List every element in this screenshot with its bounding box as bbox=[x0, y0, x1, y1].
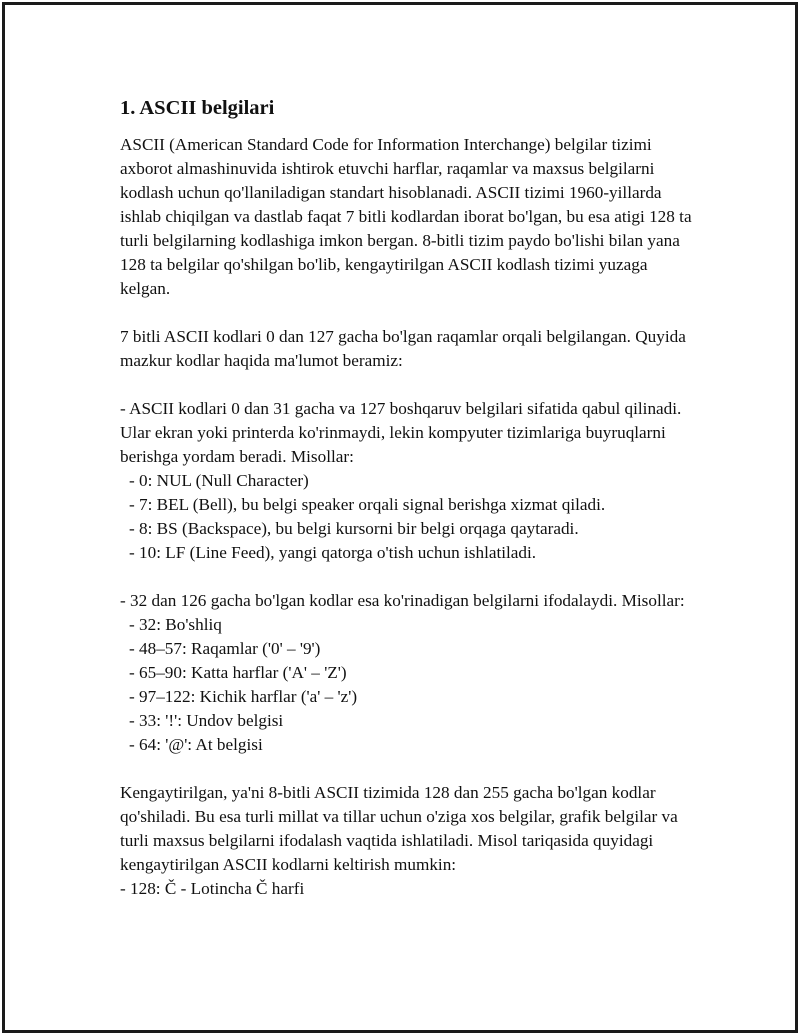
control-example-item: - 10: LF (Line Feed), yangi qatorga o'tish uchun ishlatiladi. bbox=[129, 543, 537, 562]
document-body bbox=[120, 93, 700, 901]
extended-example-item: - 128: Č - Lotincha Č harfi bbox=[120, 879, 305, 898]
control-codes-paragraph: - ASCII kodlari 0 dan 31 gacha va 127 boshqaruv belgilari sifatida qabul qilinadi. Ular ekran yoki printerda ko'rinmaydi, lekin kompyuter tizimlariga buyruqlarni berishga yordam beradi. Misollar: bbox=[120, 399, 682, 466]
printable-example-item: - 33: '!': Undov belgisi bbox=[129, 711, 284, 730]
control-example-item: - 0: NUL (Null Character) bbox=[129, 471, 309, 490]
printable-codes-paragraph: - 32 dan 126 gacha bo'lgan kodlar esa ko'rinadigan belgilarni ifodalaydi. Misollar: bbox=[120, 591, 685, 610]
document-page bbox=[2, 2, 798, 1033]
printable-example-item: - 32: Bo'shliq bbox=[129, 615, 222, 634]
printable-example-item: - 48–57: Raqamlar ('0' – '9') bbox=[129, 639, 321, 658]
section-heading: 1. ASCII belgilari bbox=[120, 97, 275, 119]
printable-example-item: - 97–122: Kichik harflar ('a' – 'z') bbox=[129, 687, 358, 706]
seven-bit-paragraph: 7 bitli ASCII kodlari 0 dan 127 gacha bo'lgan raqamlar orqali belgilangan. Quyida mazkur kodlar haqida ma'lumot beramiz: bbox=[120, 327, 686, 370]
control-example-item: - 7: BEL (Bell), bu belgi speaker orqali signal berishga xizmat qiladi. bbox=[129, 495, 606, 514]
extended-ascii-paragraph: Kengaytirilgan, ya'ni 8-bitli ASCII tizimida 128 dan 255 gacha bo'lgan kodlar qo'shiladi. Bu esa turli millat va tillar uchun o'ziga xos belgilar, grafik belgilar va turli maxsus belgilarni ifodalash vaqtida ishlatiladi. Misol tariqasida quyidagi kengaytirilgan ASCII kodlarni keltirish mumkin: bbox=[120, 783, 678, 874]
intro-paragraph: ASCII (American Standard Code for Information Interchange) belgilar tizimi axborot almashinuvida ishtirok etuvchi harflar, raqamlar va maxsus belgilarni kodlash uchun qo'llaniladigan standart hisoblanadi. ASCII tizimi 1960-yillarda ishlab chiqilgan va dastlab faqat 7 bitli kodlardan iborat bo'lgan, bu esa atigi 128 ta turli belgilarning kodlashiga imkon bergan. 8-bitli tizim paydo bo'lishi bilan yana 128 ta belgilar qo'shilgan bo'lib, kengaytirilgan ASCII kodlash tizimi yuzaga kelgan. bbox=[120, 135, 692, 298]
printable-example-item: - 65–90: Katta harflar ('A' – 'Z') bbox=[129, 663, 347, 682]
control-example-item: - 8: BS (Backspace), bu belgi kursorni bir belgi orqaga qaytaradi. bbox=[129, 519, 579, 538]
printable-example-item: - 64: '@': At belgisi bbox=[129, 735, 263, 754]
